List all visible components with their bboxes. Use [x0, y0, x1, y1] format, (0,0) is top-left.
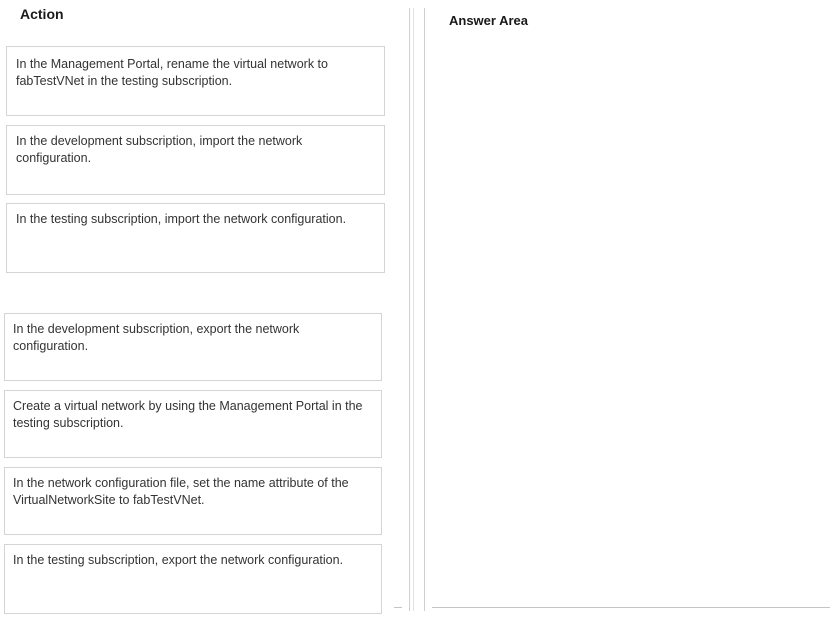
answer-area-drop-zone[interactable]: [426, 8, 834, 606]
action-item-test-export[interactable]: [4, 544, 382, 614]
answer-area-heading: Answer Area: [449, 13, 528, 28]
action-item-label: In the network configuration file, set the name attribute of the VirtualNetworkSite to fabTestVNet.: [13, 476, 349, 507]
action-item-rename-vnet[interactable]: [6, 46, 385, 116]
action-item-test-import[interactable]: [6, 203, 385, 273]
action-item-label: In the development subscription, import the network configuration.: [16, 134, 303, 165]
action-item-label: In the testing subscription, export the network configuration.: [13, 553, 344, 567]
action-item-dev-export[interactable]: [4, 313, 382, 381]
action-item-dev-import[interactable]: [6, 125, 385, 195]
panel-bottom-border: [432, 607, 830, 608]
panel-divider: [413, 8, 414, 611]
action-item-create-vnet[interactable]: [4, 390, 382, 458]
action-heading: Action: [20, 6, 64, 22]
panel-divider: [409, 8, 410, 611]
action-item-label: Create a virtual network by using the Management Portal in the testing subscription.: [13, 399, 363, 430]
action-item-label: In the development subscription, export the network configuration.: [13, 322, 300, 353]
action-item-set-name-attribute[interactable]: [4, 467, 382, 535]
panel-bottom-border: [394, 607, 402, 608]
panel-divider: [424, 8, 425, 611]
action-item-label: In the Management Portal, rename the virtual network to fabTestVNet in the testing subscription.: [16, 57, 328, 88]
action-item-label: In the testing subscription, import the network configuration.: [16, 212, 347, 226]
